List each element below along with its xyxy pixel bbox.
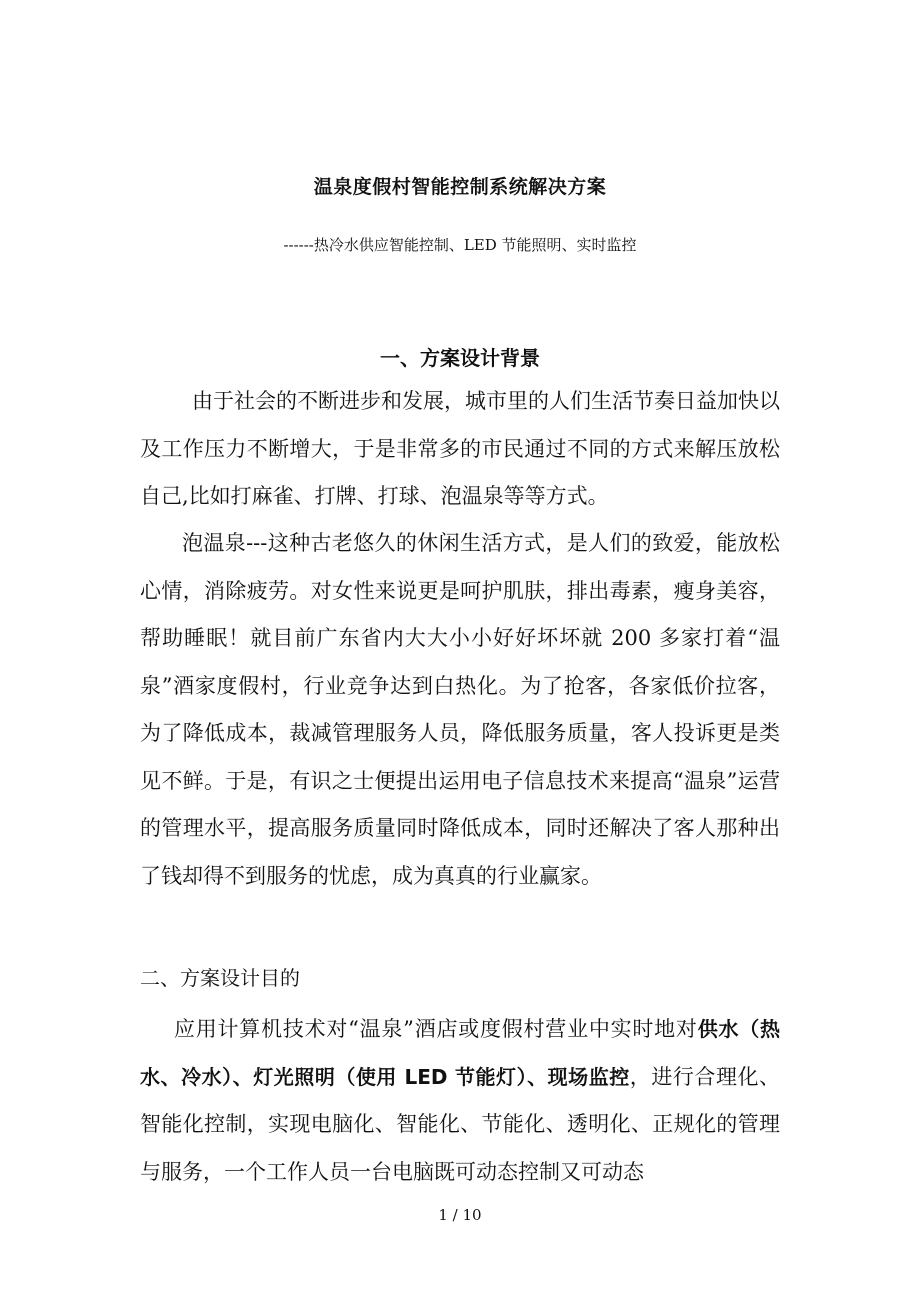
section-2-text-part-1: 应用计算机技术对“温泉”酒店或度假村营业中实时地对 [174, 1017, 698, 1041]
document-title: 温泉度假村智能控制系统解决方案 [313, 176, 607, 198]
section-2-paragraph [140, 1006, 780, 1196]
section-2-heading: 二、方案设计目的 [140, 966, 300, 990]
section-2-text-part-2: ，进行合理化、智能化控制，实现电脑化、智能化、节能化、透明化、正规化的管理与服务，一个工作人员一台电脑既可动态控制又可动态 [140, 1064, 781, 1184]
page-number: 1 / 10 [438, 1206, 482, 1224]
section-1-paragraph-1: 由于社会的不断进步和发展，城市里的人们生活节奏日益加快以及工作压力不断增大，于是非常多的市民通过不同的方式来解压放松自己,比如打麻雀、打牌、打球、泡温泉等等方式。 [140, 389, 780, 508]
section-1-heading: 一、方案设计背景 [380, 346, 540, 370]
section-1-paragraph-2: 泡温泉---这种古老悠久的休闲生活方式，是人们的致爱，能放松心情，消除疲劳。对女性来说更是呵护肌肤，排出毒素，瘦身美容，帮助睡眠！就目前广东省内大大小小好好坏坏就 200 多家打着“温泉”酒家度假村，行业竞争达到白热化。为了抢客，各家低价拉客，为了降低成本，裁减管理服务人员，降低服务质量，客人投诉更是类见不鲜。于是，有识之士便提出运用电子信息技术来提高“温泉”运营的管理水平，提高服务质量同时降低成本，同时还解决了客人那种出了钱却得不到服务的忧虑，成为真真的行业赢家。 [140, 531, 780, 888]
section-2-bold-text: 供水（热水、冷水）、灯光照明（使用 LED 节能灯）、现场监控 [140, 1017, 780, 1089]
document-subtitle: ------热冷水供应智能控制、LED 节能照明、实时监控 [283, 236, 637, 254]
